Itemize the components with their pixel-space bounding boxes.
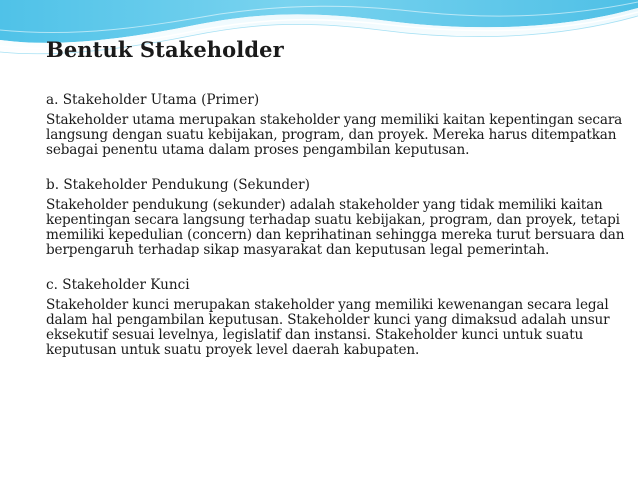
section-heading: a. Stakeholder Utama (Primer) <box>46 92 260 108</box>
slide-title: Bentuk Stakeholder <box>46 37 284 62</box>
section-heading: c. Stakeholder Kunci <box>46 277 190 293</box>
section-body: Stakeholder utama merupakan stakeholder yang memiliki kaitan kepentingan secara langsung dengan suatu kebijakan, program, dan proyek. Mereka harus ditempatkan sebagai penentu utama dalam proses pengambilan keputusan. <box>46 112 623 158</box>
section-key-stakeholder <box>46 277 626 358</box>
section-heading: b. Stakeholder Pendukung (Sekunder) <box>46 177 310 193</box>
section-body: Stakeholder kunci merupakan stakeholder yang memiliki kewenangan secara legal dalam hal pengambilan keputusan. Stakeholder kunci yang dimaksud adalah unsur eksekutif sesuai levelnya, legislatif dan instansi. Stakeholder kunci untuk suatu keputusan untuk suatu proyek level daerah kabupaten. <box>46 297 610 358</box>
section-primary-stakeholder <box>46 92 626 158</box>
slide-content <box>46 92 626 358</box>
section-body: Stakeholder pendukung (sekunder) adalah stakeholder yang tidak memiliki kaitan kepentingan secara langsung terhadap suatu kebijakan, program, dan proyek, tetapi memiliki kepedulian (concern) dan keprihatinan sehingga mereka turut bersuara dan berpengaruh terhadap sikap masyarakat dan keputusan legal pemerintah. <box>46 197 625 258</box>
section-secondary-stakeholder <box>46 177 626 258</box>
